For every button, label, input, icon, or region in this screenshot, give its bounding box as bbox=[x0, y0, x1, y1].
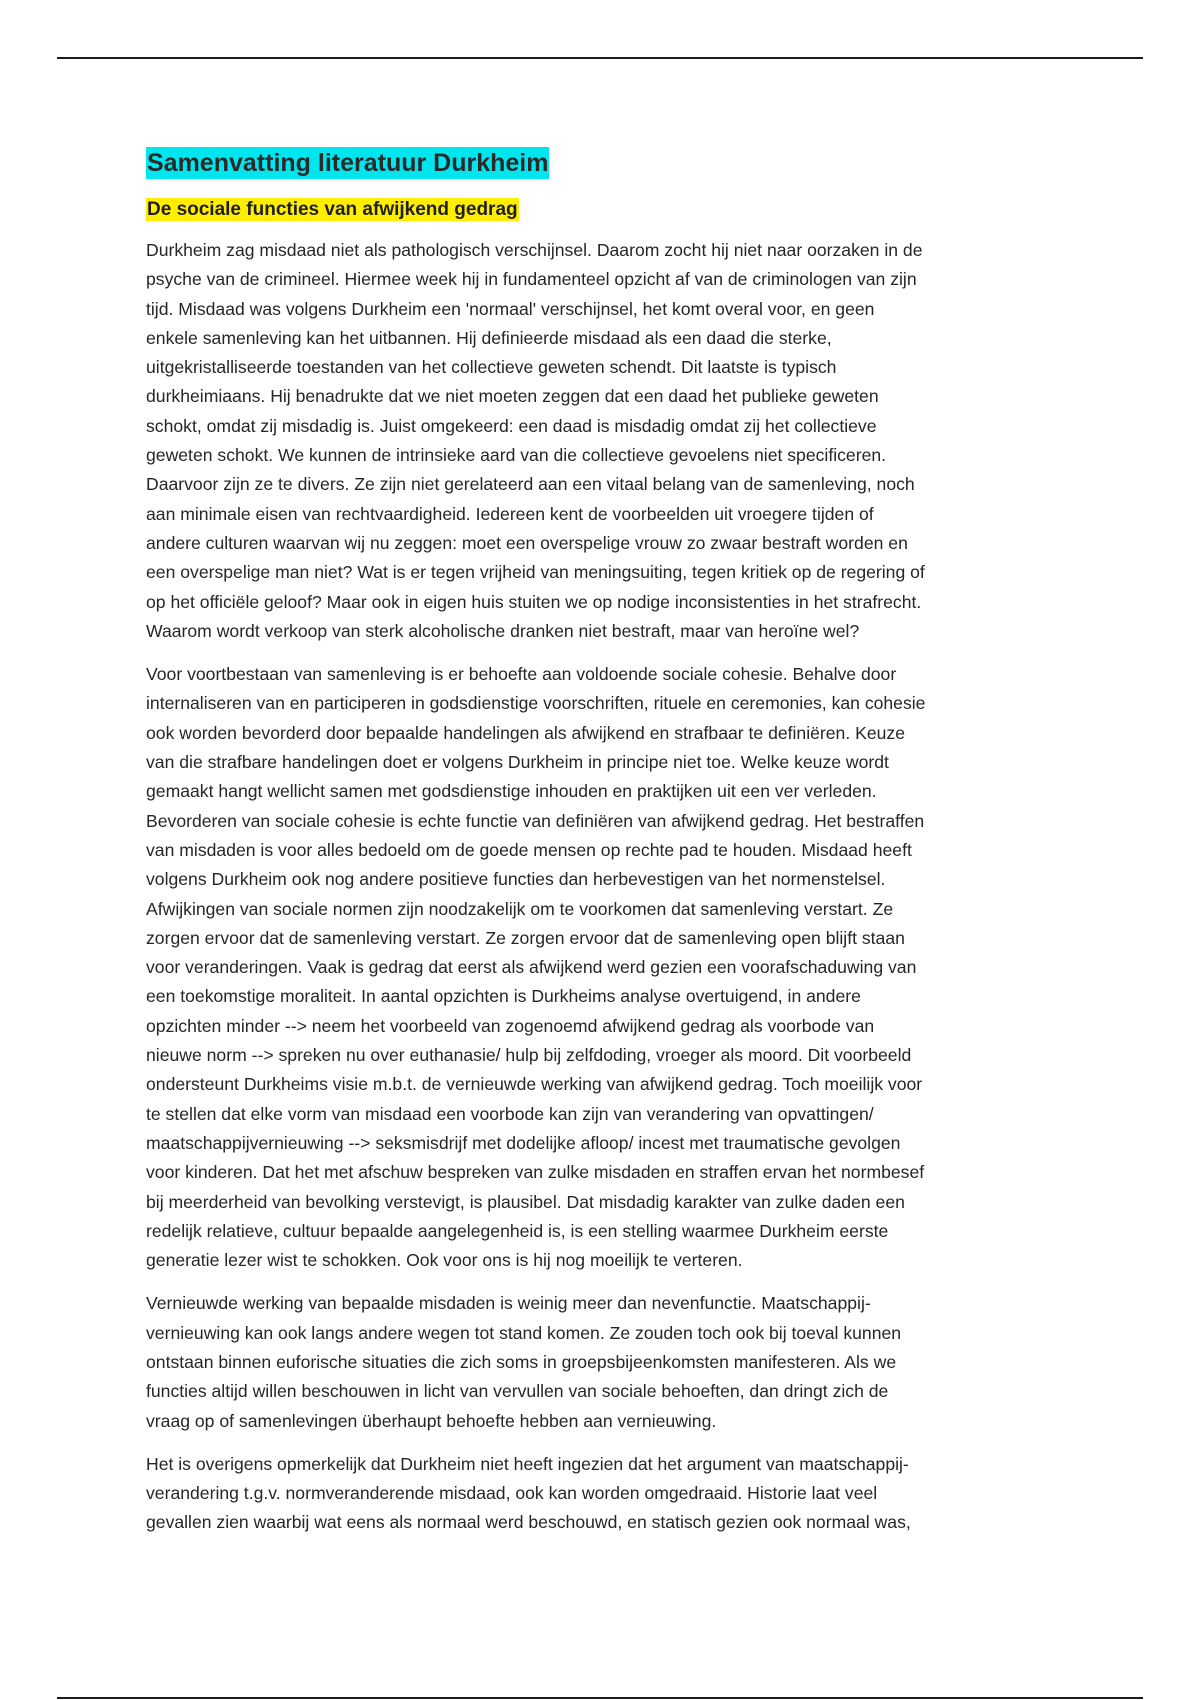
footer-rule bbox=[57, 1697, 1143, 1699]
title-block bbox=[146, 146, 1056, 180]
subtitle-block bbox=[146, 196, 1056, 224]
document-body bbox=[146, 146, 1056, 1552]
section-heading: De sociale functies van afwijkend gedrag bbox=[147, 199, 518, 220]
paragraph-2: Voor voortbestaan van samenleving is er behoefte aan voldoende sociale cohesie. Behalve door internaliseren van en participeren in godsdienstige voorschriften, rituele en ceremonies, kan cohesie ook worden bevorderd door bepaalde handelingen als afwijkend en strafbaar te definiëren. Keuze van die strafbare handelingen doet er volgens Durkheim in principe niet toe. Welke keuze wordt gemaakt hangt wellicht samen met godsdienstige inhouden en praktijken uit een ver verleden. Bevorderen van sociale cohesie is echte functie van definiëren van afwijkend gedrag. Het bestraffen van misdaden is voor alles bedoeld om de goede mensen op rechte pad te houden. Misdaad heeft volgens Durkheim ook nog andere positieve functies dan herbevestigen van het normenstelsel. Afwijkingen van sociale normen zijn noodzakelijk om te voorkomen dat samenleving verstart. Ze zorgen ervoor dat de samenleving verstart. Ze zorgen ervoor dat de samenleving open blijft staan voor veranderingen. Vaak is gedrag dat eerst als afwijkend werd gezien een voorafschaduwing van een toekomstige moraliteit. In aantal opzichten is Durkheims analyse overtuigend, in andere opzichten minder --> neem het voorbeeld van zogenoemd afwijkend gedrag als voorbode van nieuwe norm --> spreken nu over euthanasie/ hulp bij zelfdoding, vroeger als moord. Dit voorbeeld ondersteunt Durkheims visie m.b.t. de vernieuwde werking van afwijkend gedrag. Toch moeilijk voor te stellen dat elke vorm van misdaad een voorbode kan zijn van verandering van opvattingen/ maatschappijvernieuwing --> seksmisdrijf met dodelijke afloop/ incest met traumatische gevolgen voor kinderen. Dat het met afschuw bespreken van zulke misdaden en straffen ervan het normbesef bij meerderheid van bevolking verstevigt, is plausibel. Dat misdadig karakter van zulke daden een redelijk relatieve, cultuur bepaalde aangelegenheid is, is een stelling waarmee Durkheim eerste generatie lezer wist te schokken. Ook voor ons is hij nog moeilijk te verteren. bbox=[146, 664, 926, 1271]
paragraph-3: Vernieuwde werking van bepaalde misdaden is weinig meer dan nevenfunctie. Maatschappij- vernieuwing kan ook langs andere wegen tot stand komen. Ze zouden toch ook bij toeval kunnen ontstaan binnen euforische situaties die zich soms in groepsbijeenkomsten manifesteren. Als we functies altijd willen beschouwen in licht van vervullen van sociale behoeften, dan dringt zich de vraag op of samenlevingen überhaupt behoefte hebben aan vernieuwing. bbox=[146, 1293, 902, 1431]
header-rule bbox=[57, 57, 1143, 59]
paragraph-1: Durkheim zag misdaad niet als pathologisch verschijnsel. Daarom zocht hij niet naar oorzaken in de psyche van de crimineel. Hiermee week hij in fundamenteel opzicht af van de criminologen van zijn tijd. Misdaad was volgens Durkheim een 'normaal' verschijnsel, het komt overal voor, en geen enkele samenleving kan het uitbannen. Hij definieerde misdaad als een daad die sterke, uitgekristalliseerde toestanden van het collectieve geweten schendt. Dit laatste is typisch durkheimiaans. Hij benadrukte dat we niet moeten zeggen dat een daad het publieke geweten schokt, omdat zij misdadig is. Juist omgekeerd: een daad is misdadig omdat zij het collectieve geweten schokt. We kunnen de intrinsieke aard van die collectieve gevoelens niet specificeren. Daarvoor zijn ze te divers. Ze zijn niet gerelateerd aan een vitaal belang van de samenleving, noch aan minimale eisen van rechtvaardigheid. Iedereen kent de voorbeelden uit vroegere tijden of andere culturen waarvan wij nu zeggen: moet een overspelige vrouw zo zwaar bestraft worden en een overspelige man niet? Wat is er tegen vrijheid van meningsuiting, tegen kritiek op de regering of op het officiële geloof? Maar ook in eigen huis stuiten we op nodige inconsistenties in het strafrecht. Waarom wordt verkoop van sterk alcoholische dranken niet bestraft, maar van heroïne wel? bbox=[146, 240, 925, 641]
document-title: Samenvatting literatuur Durkheim bbox=[147, 149, 549, 177]
paragraph-4: Het is overigens opmerkelijk dat Durkheim niet heeft ingezien dat het argument van maatschappij- verandering t.g.v. normveranderende misdaad, ook kan worden omgedraaid. Historie laat veel gevallen zien waarbij wat eens als normaal werd beschouwd, en statisch gezien ook normaal was, bbox=[146, 1453, 911, 1533]
